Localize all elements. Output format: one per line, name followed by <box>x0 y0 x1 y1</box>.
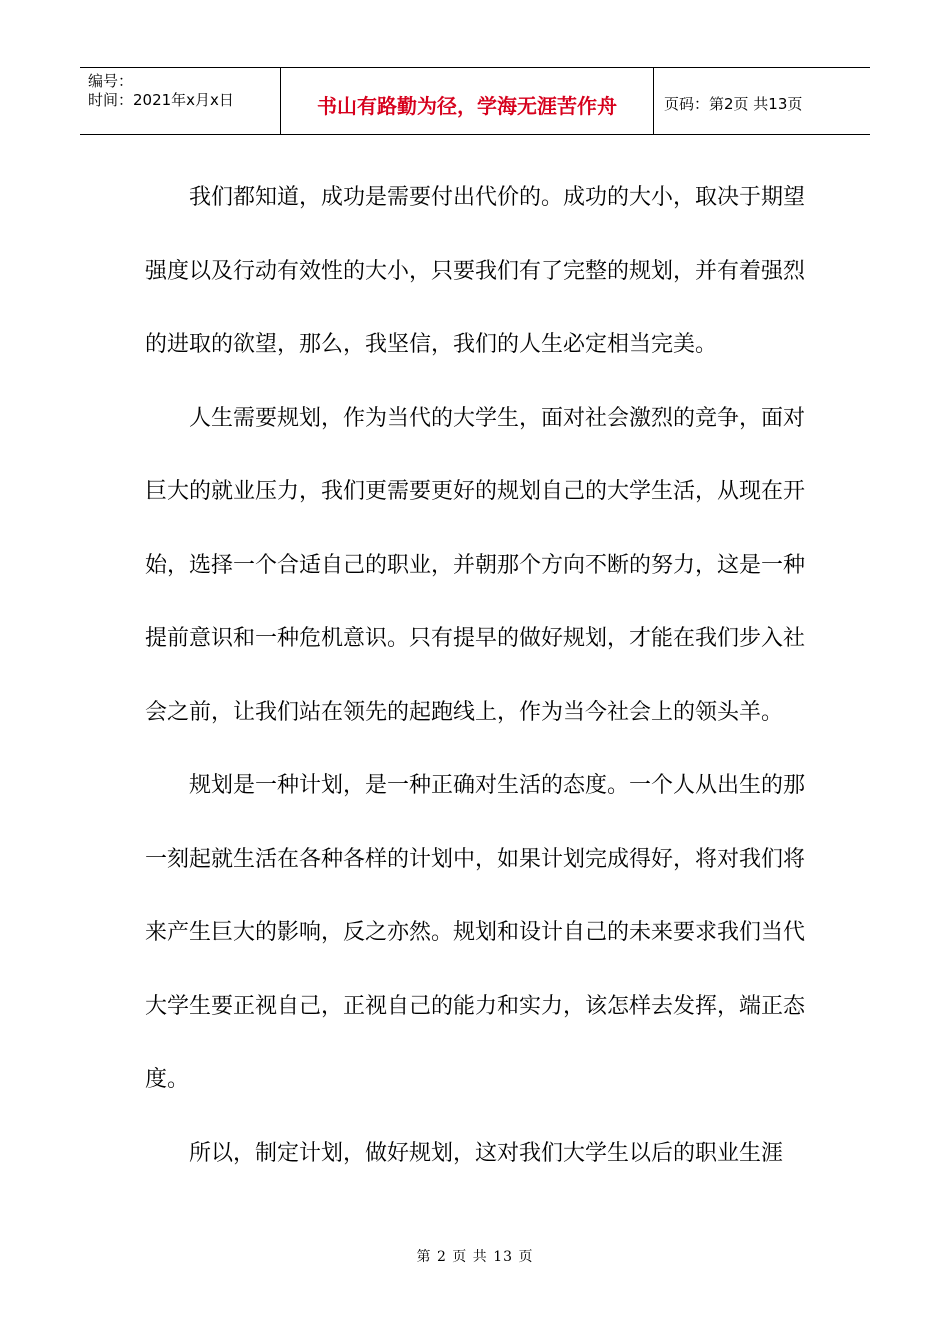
page-header <box>80 67 870 135</box>
paragraph: 所以，制定计划，做好规划，这对我们大学生以后的职业生涯 <box>189 1140 784 1166</box>
header-info-cell <box>80 68 281 134</box>
header-page-cell <box>654 68 870 134</box>
paragraph: 我们都知道，成功是需要付出代价的。成功的大小，取决于期望强度以及行动有效性的大小，只要我们有了完整的规划，并有着强烈的进取的欲望，那么，我坚信，我们的人生必定相当完美。 <box>145 185 806 357</box>
paragraph: 规划是一种计划，是一种正确对生活的态度。一个人从出生的那一刻起就生活在各种各样的计划中，如果计划完成得好，将对我们将来产生巨大的影响，反之亦然。规划和设计自己的未来要求我们当代大学生要正视自己，正视自己的能力和实力，该怎样去发挥，端正态度。 <box>145 773 806 1092</box>
header-motto: 书山有路勤为径，学海无涯苦作舟 <box>317 93 617 118</box>
document-number-label: 编号： <box>88 72 134 90</box>
page-footer: 第 2 页 共 13 页 <box>416 1249 534 1265</box>
header-motto-cell <box>281 68 654 134</box>
document-date-label: 时间：2021年x月x日 <box>88 91 234 109</box>
header-page-code: 页码：第2页 共13页 <box>664 94 803 113</box>
document-body <box>145 161 805 1190</box>
paragraph: 人生需要规划，作为当代的大学生，面对社会激烈的竞争，面对巨大的就业压力，我们更需要更好的规划自己的大学生活，从现在开始，选择一个合适自己的职业，并朝那个方向不断的努力，这是一种提前意识和一种危机意识。只有提早的做好规划，才能在我们步入社会之前，让我们站在领先的起跑线上，作为当今社会上的领头羊。 <box>145 405 806 725</box>
